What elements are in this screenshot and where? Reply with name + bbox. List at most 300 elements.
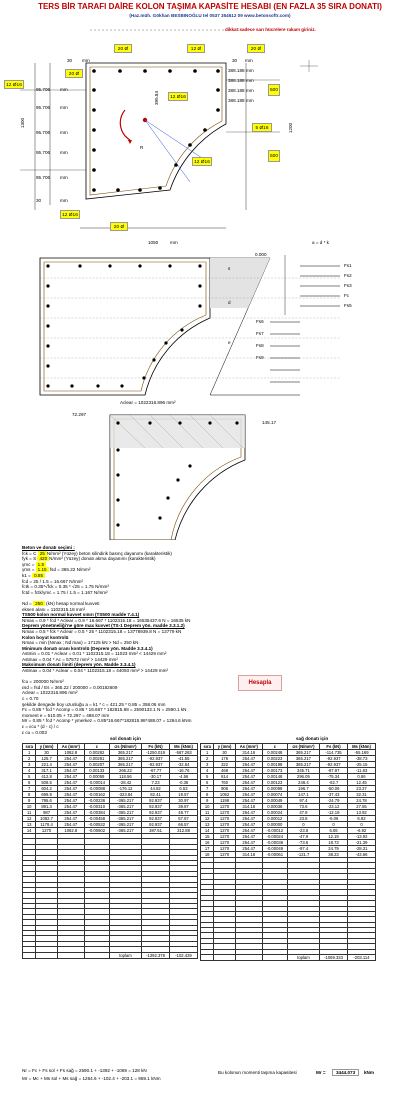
table-cell: -28.31 (348, 846, 376, 852)
table-cell: 11 (23, 810, 36, 816)
calc-text: ε = εcu * (d - c) / c (22, 724, 59, 729)
table-cell: -0.00458 (84, 816, 109, 822)
force-label: Fs2 (344, 273, 352, 278)
force-label: Fs8 (256, 343, 264, 348)
dim-72: 72.297 (72, 412, 87, 417)
force-label: Fs6 (256, 319, 264, 324)
table-cell: -16.76 (170, 768, 198, 774)
table-cell: 15 (201, 834, 214, 840)
footer-cell: -102.429 (170, 952, 198, 958)
page-title: TERS BİR TARAFI DAİRE KOLON TAŞIMA KAPASİTE HESABI (EN FAZLA 35 SIRA DONATI) (38, 2, 382, 11)
rebar-input-left-2[interactable]: 12 Ø16 (60, 210, 80, 219)
calc-text: Nmax = 0.5 * fck * Aclear = 0.5 * 25 * 1102315.18 = 13778939.8 N = 13779 kN (22, 628, 182, 634)
rebar-input-right-2[interactable]: 12 Ø16 (192, 157, 212, 166)
table-cell: -0.00049 (262, 846, 287, 852)
table-cell: -41.55 (170, 756, 198, 762)
dim-label: mm (246, 98, 254, 103)
dim-label: 388.188 (228, 98, 245, 103)
table-cell: 0 (348, 822, 376, 828)
table-cell: 23.8 (287, 816, 319, 822)
footer-cell: toplam (109, 952, 141, 958)
calc-text: Beton ve donatı seçimi : (22, 545, 75, 550)
rebar-input-top-2[interactable]: 12 Ø (187, 44, 205, 53)
table-cell: 14 (23, 828, 36, 834)
table-cell: -92.937 (142, 762, 170, 768)
table-cell: 7.23 (142, 780, 170, 786)
table-cell: 699.9 (36, 792, 57, 798)
dim-label: 388.188 (228, 68, 245, 73)
table-cell: 1270 (214, 840, 235, 846)
table-cell: 1 (201, 750, 214, 756)
table-cell: -55.169 (348, 750, 376, 756)
dim-label: mm (60, 150, 68, 155)
table-footer (201, 955, 376, 961)
table-cell: -37.43 (320, 792, 348, 798)
table-cell: 7 (23, 786, 36, 792)
table-cell: 254.47 (235, 828, 262, 834)
table-cell: 314.16 (235, 750, 262, 756)
table-cell: 7 (201, 786, 214, 792)
table-cell: 365.217 (287, 750, 319, 756)
dim-label: mm (245, 58, 253, 63)
table-cell: 9 (23, 798, 36, 804)
table-cell: 1270 (36, 828, 57, 834)
table-cell: 6 (23, 780, 36, 786)
force-label: Fs3 (344, 283, 352, 288)
table-cell: -121.7 (287, 852, 319, 858)
table-cell: -0.00602 (84, 828, 109, 834)
table-cell: -25.15 (348, 762, 376, 768)
table-header: σs (N/mm²) (287, 744, 319, 750)
table-cell: 118.56 (109, 774, 141, 780)
calc-text: γms = (22, 567, 36, 573)
table-header: Fs (kN) (142, 744, 170, 750)
table-cell: 314.16 (235, 804, 262, 810)
rebar-input-bottom-1[interactable]: 20 Ø (110, 222, 128, 231)
table-cell: 0.00098 (262, 786, 287, 792)
calc-input[interactable]: 250 (35, 600, 43, 606)
table-cell: 254.47 (57, 798, 84, 804)
calc-text: γmc = (22, 561, 36, 567)
table-cell: 13 (23, 822, 36, 828)
table-cell: 254.47 (235, 762, 262, 768)
table-cell: -323.84 (109, 792, 141, 798)
dim-label: 388.188 (228, 88, 245, 93)
table-cell: 254.47 (235, 786, 262, 792)
author-line: (Haz.müh. Gökhan BESBINOĞLU tel 0537 354612 09 www.betonsoftr.com) (129, 13, 291, 18)
table-cell: 345.71 (287, 768, 319, 774)
table-cell: -0.00061 (262, 852, 287, 858)
table-cell: 57.67 (170, 816, 198, 822)
table-cell: 73.6 (287, 804, 319, 810)
footer-cell (23, 952, 36, 958)
table-cell: -0.00014 (84, 780, 109, 786)
table-cell: 12.19 (320, 834, 348, 840)
table-cell: 0.00282 (84, 750, 109, 756)
table-cell: -13.92 (348, 834, 376, 840)
table-cell: 4 (23, 768, 36, 774)
table-cell: 0.00024 (262, 810, 287, 816)
table-cell: -28.42 (109, 780, 141, 786)
table-cell: 314.16 (235, 852, 262, 858)
table-cell: 0.00012 (262, 816, 287, 822)
dim-label: mm (60, 130, 68, 135)
radius-label: R (140, 145, 144, 150)
table-cell: 365.217 (287, 756, 319, 762)
table-cell: 92.937 (142, 810, 170, 816)
table-cell: 2 (201, 756, 214, 762)
table-cell: 312.88 (170, 828, 198, 834)
table-cell: -567.263 (170, 750, 198, 756)
table-cell: -1250.019 (142, 750, 170, 756)
table-cell: 23.27 (348, 786, 376, 792)
table-cell: 254.47 (57, 816, 84, 822)
footer-cell (201, 955, 214, 961)
table-cell: 0.00049 (262, 798, 287, 804)
dim-label: mm (82, 58, 90, 63)
dim-145: 145.17 (262, 420, 277, 425)
table-cell: 365.217 (109, 750, 141, 756)
calculation-block (22, 545, 312, 735)
force-label: Fs7 (256, 331, 264, 336)
table-header: sıra (23, 744, 36, 750)
table-cell: 322 (214, 762, 235, 768)
table-cell: 266.22 (109, 768, 141, 774)
table-cell: 254.47 (235, 816, 262, 822)
table-cell: 1270 (214, 834, 235, 840)
table-cell: 147.1 (287, 792, 319, 798)
table-cell: 10 (201, 804, 214, 810)
table-cell: 1270 (214, 816, 235, 822)
table-cell: 19.57 (170, 792, 198, 798)
table-cell: -87.97 (320, 768, 348, 774)
table-cell: 1270 (214, 810, 235, 816)
table-cell: -0.36 (170, 780, 198, 786)
table-cell: 13.92 (348, 810, 376, 816)
table-cell: 30 (214, 750, 235, 756)
table-footer (23, 952, 198, 958)
calc-text: Mr = 0.85 * fcd * Acomp * ymerkez = 0.85*16.667*182815.98*488.07 = 1264.6 kNm (22, 718, 192, 724)
calc-input[interactable]: 25 (39, 550, 45, 556)
table-cell: 254.47 (235, 840, 262, 846)
table-cell: -0.00088 (84, 786, 109, 792)
table-cell: 254.47 (57, 768, 84, 774)
table-cell: 254.47 (57, 822, 84, 828)
footer-cell (36, 952, 57, 958)
table-cell: 92.937 (142, 798, 170, 804)
table-cell: 44.82 (142, 786, 170, 792)
capacity-label: Bu kolonun momenti taşıma kapasitesi (218, 1070, 297, 1075)
calc-text: Maksimum donatı limiti (deprem yön. Madde 3.3.4.1) (22, 662, 136, 668)
table-cell: 254.47 (57, 792, 84, 798)
calc-text: fctd = fctk/γmc = 1.75 / 1.5 = 1.167 N/mm² (22, 589, 108, 595)
calc-input[interactable]: 0.85 (34, 572, 44, 578)
table-cell: 6 (201, 780, 214, 786)
table-cell: 387.51 (142, 828, 170, 834)
table-cell: 1062.8 (57, 828, 84, 834)
table-cell: -176.12 (109, 786, 141, 792)
table-cell: 196.7 (287, 786, 319, 792)
table-cell: 176 (214, 756, 235, 762)
table-cell: 1270 (214, 852, 235, 858)
table-cell: 795.6 (36, 798, 57, 804)
table-cell: 1082.7 (36, 816, 57, 822)
table-cell: -11.83 (348, 768, 376, 774)
table-cell: 47.9 (287, 810, 319, 816)
mr-value: 3444.073 (332, 1069, 359, 1076)
table-cell: 254.47 (57, 810, 84, 816)
table-cell: 66.57 (170, 822, 198, 828)
table-cell: -92.937 (142, 756, 170, 762)
table-cell: 1198 (214, 798, 235, 804)
calc-text: Astmin = 0.01 * Aclear = 0.01 * 1102315.18 = 11023 mm² < 14429 mm² (22, 651, 167, 657)
table-cell: 8 (201, 792, 214, 798)
rebar-input-top-3[interactable]: 20 Ø (247, 44, 265, 53)
dim-label: mm (60, 198, 68, 203)
table-cell: 0.00207 (84, 762, 109, 768)
table-cell: 1178.4 (36, 822, 57, 828)
table-cell: -73.6 (287, 840, 319, 846)
table-cell: -32.64 (170, 762, 198, 768)
calc-remark: (kN) hesap normal kuvveti (44, 600, 100, 606)
table-cell: 125.7 (36, 756, 57, 762)
table-cell: 987 (36, 810, 57, 816)
table-cell: 246.4 (287, 780, 319, 786)
table-cell: 254.47 (57, 786, 84, 792)
table-cell: 0 (320, 822, 348, 828)
table-cell: 254.47 (235, 834, 262, 840)
table-cell: 1270 (214, 822, 235, 828)
table-cell: 6.92 (348, 816, 376, 822)
calc-input[interactable]: 420 (39, 556, 48, 562)
table-cell: 2 (23, 756, 36, 762)
rebar-input-right-1[interactable]: 5 Ø16 (252, 123, 272, 132)
calc-text: Nmax = 0.9 * fcd * Aclear = 0.9 * 16.667 * 1102315.18 = 16535437.6 N = 16535 kN (22, 617, 191, 623)
table-cell: 296.05 (287, 774, 319, 780)
table-cell: 365.217 (287, 762, 319, 768)
table-cell: 1270 (214, 846, 235, 852)
result-nr: Nr = Fc + Fs sol + Fs sağ = 2590.1 + -1392 + -1069 = 128 kN (22, 1068, 147, 1073)
table-header: Ms (kNm) (170, 744, 198, 750)
calc-text: Aclear = 1022316.896 mm² (22, 690, 78, 696)
strain-zero: 0.000 (255, 252, 267, 257)
calc-remark: N/mm² (Yüzey) beton silindirik basınç dayanımı (karakteristik) (46, 550, 172, 556)
table-cell: 412.8 (36, 774, 57, 780)
dim-label: mm (246, 88, 254, 93)
calc-text: k1 = (22, 572, 33, 578)
calc-text: TS500 kolon normal kuvvet sınırı (TS500 madde 7.4.1) (22, 612, 140, 618)
table-cell: 760 (214, 780, 235, 786)
table-cell: -0.00310 (84, 804, 109, 810)
table-cell: 8 (23, 792, 36, 798)
calc-text: fyk = S (22, 556, 38, 562)
table-cell: 6.06 (320, 828, 348, 834)
table-cell: 27.55 (348, 804, 376, 810)
table-cell: -365.217 (109, 810, 141, 816)
calc-input[interactable]: 1.15 (37, 567, 47, 573)
table-cell: 18 (201, 852, 214, 858)
rebar-section-1 (92, 69, 220, 192)
table-cell: 254.47 (235, 810, 262, 816)
dim-label: 95.706 (36, 105, 51, 110)
table-cell: -365.217 (109, 804, 141, 810)
dim-label: 95.706 (36, 87, 51, 92)
table-cell: 614 (214, 774, 235, 780)
calc-text: Minimum donatı oranı kontrolü (Deprem yön. Madde 3.3.4.1) (22, 645, 153, 651)
table-cell: -0.00012 (262, 828, 287, 834)
table-cell: 254.47 (235, 822, 262, 828)
rebar-input-right-3[interactable]: 12 Ø16 (168, 92, 188, 101)
calc-line (22, 730, 312, 736)
dim-label: 30 (36, 198, 42, 203)
table-cell: 0.00198 (262, 762, 287, 768)
table-cell: 30.97 (170, 798, 198, 804)
table-cell: 1270 (214, 804, 235, 810)
table-cell: 0.00248 (262, 750, 287, 756)
footer-cell (262, 955, 287, 961)
calc-text: c = 0.70 (22, 696, 39, 702)
table-cell: 254.47 (57, 804, 84, 810)
section-1 (20, 30, 280, 228)
table-cell: 365.217 (109, 762, 141, 768)
table-cell: 508.5 (36, 780, 57, 786)
calc-remark: fsd = 365.22 N/mm² (48, 567, 91, 573)
dim-label: mm (246, 78, 254, 83)
table-cell: 10 (23, 804, 36, 810)
calc-text: Kolon boyut kontrolü (22, 634, 69, 640)
calc-text: fck = C (22, 550, 38, 556)
dim-label: 30 (232, 58, 238, 63)
table-cell: 48.77 (170, 810, 198, 816)
table-cell: -0.00236 (84, 798, 109, 804)
table-cell: 0.00059 (84, 774, 109, 780)
table-cell: 604.2 (36, 786, 57, 792)
rebar-input-left-1[interactable]: 12 Ø16 (4, 80, 24, 89)
table-header: y (mm) (36, 744, 57, 750)
table-cell: 12.45 (348, 780, 376, 786)
footer-cell: -1069.333 (320, 955, 348, 961)
table-cell: 3 (201, 762, 214, 768)
table-cell: -0.00532 (84, 822, 109, 828)
table-cell: 0.00223 (262, 756, 287, 762)
table-cell: 39.87 (170, 804, 198, 810)
table-cell: -92.937 (320, 762, 348, 768)
table-cell: 254.47 (57, 774, 84, 780)
force-label: Fs5 (344, 303, 352, 308)
table-cell: -4.56 (170, 774, 198, 780)
table-header: Fs (kN) (320, 744, 348, 750)
table-header: As (mm²) (235, 744, 262, 750)
table-cell: -30.17 (142, 774, 170, 780)
result-mr-sum: Mr = Mc + Ms sol + Ms sağ = 1264.6 + -102.4 + -203.1 = 959.1 kNm (22, 1076, 161, 1081)
table-cell: 92.937 (142, 804, 170, 810)
dim-label: 95.706 (36, 150, 51, 155)
table-cell: 5 (23, 774, 36, 780)
table-cell: 254.47 (235, 756, 262, 762)
table-cell: 38.23 (320, 852, 348, 858)
calc-text: şekilde dengede boy uzunluğu a = k1 * c = 421.25 * 0.85 = 358.06 mm (22, 701, 166, 707)
table-cell: -365.217 (109, 828, 141, 834)
table-cell: -43.66 (348, 852, 376, 858)
a-equation: a = d * k (312, 240, 329, 245)
table-cell: -0.00036 (262, 840, 287, 846)
left-table-title: sol donatı için (110, 736, 141, 741)
table-cell: 0.86 (348, 774, 376, 780)
table-cell: 1062.8 (57, 750, 84, 756)
dim-total: 1200 (288, 122, 294, 134)
force-label: Fs9 (256, 355, 264, 360)
table-cell: -97.4 (287, 846, 319, 852)
table-cell: 254.47 (57, 780, 84, 786)
calc-input[interactable]: 1.5 (37, 561, 45, 567)
rebar-input-bottom-2[interactable]: 20 Ø (65, 69, 83, 78)
table-cell: 0.00074 (262, 792, 287, 798)
dim-input[interactable]: 500 (268, 84, 280, 96)
right-rebar-table (200, 743, 376, 961)
table-cell: 365.217 (109, 756, 141, 762)
table-cell: -75.34 (320, 774, 348, 780)
table-cell: 468 (214, 768, 235, 774)
left-rebar-table (22, 743, 198, 959)
calc-text: Nmax = min (Nmax ; Nd max) = 17125 kN > Nd = 250 kN (22, 640, 139, 646)
calc-remark: N/mm² (Yüzey) donatı akma dayanımı (karakteristik) (49, 556, 156, 562)
table-cell: 11 (201, 810, 214, 816)
table-cell: -365.217 (109, 816, 141, 822)
calc-text: Fc = 0.85 * fcd * Acomp = 0.85 * 16.667 * 182815.98 = 2590132.1 N = 2590.1 kN (22, 707, 187, 713)
table-cell: 24.78 (348, 798, 376, 804)
table-cell: -50.06 (320, 786, 348, 792)
table-header: sıra (201, 744, 214, 750)
calc-text: fctk = 0.35*√fck = 0.35 * √25 = 1.75 N/mm² (22, 584, 109, 590)
table-cell: 4 (201, 768, 214, 774)
table-cell: 0.00148 (262, 774, 287, 780)
calc-text: eksen alanı = 1102315.18 mm² (22, 606, 86, 612)
dim-input[interactable]: 500 (268, 150, 280, 162)
calc-text: moment e = 510.05 + 72.297 = 488.07 mm (22, 712, 110, 718)
dim-label: mm (246, 68, 254, 73)
dim-label: mm (60, 105, 68, 110)
table-cell: -6.92 (348, 828, 376, 834)
table-cell: 254.47 (57, 762, 84, 768)
table-header: y (mm) (214, 744, 235, 750)
table-cell: -23.8 (287, 828, 319, 834)
calc-text: fcu = 200000 N/mm² (22, 679, 64, 685)
s-label: s (228, 266, 231, 271)
table-cell: -0.00024 (262, 834, 287, 840)
calculate-button[interactable]: Hesapla (238, 675, 282, 691)
footer-cell (214, 955, 235, 961)
table-header: As (mm²) (57, 744, 84, 750)
table-cell: 0.00036 (262, 804, 287, 810)
dim-total: 1050 (148, 240, 159, 245)
table-cell: 24.79 (320, 846, 348, 852)
table-cell: 254.47 (235, 780, 262, 786)
footer-cell (84, 952, 109, 958)
force-label: Fc (344, 293, 350, 298)
table-cell: 0.00173 (262, 768, 287, 774)
footer-cell: -1392.378 (142, 952, 170, 958)
table-cell: 32.31 (348, 792, 376, 798)
table-cell: 891.3 (36, 804, 57, 810)
table-cell: 317.1 (36, 768, 57, 774)
table-cell: 6.53 (170, 786, 198, 792)
table-header: ε (84, 744, 109, 750)
table-cell: -12.19 (320, 810, 348, 816)
rebar-input-top-1[interactable]: 20 Ø (114, 44, 132, 53)
table-cell: 906 (214, 786, 235, 792)
table-cell: 97.4 (287, 798, 319, 804)
table-cell: 5 (201, 774, 214, 780)
